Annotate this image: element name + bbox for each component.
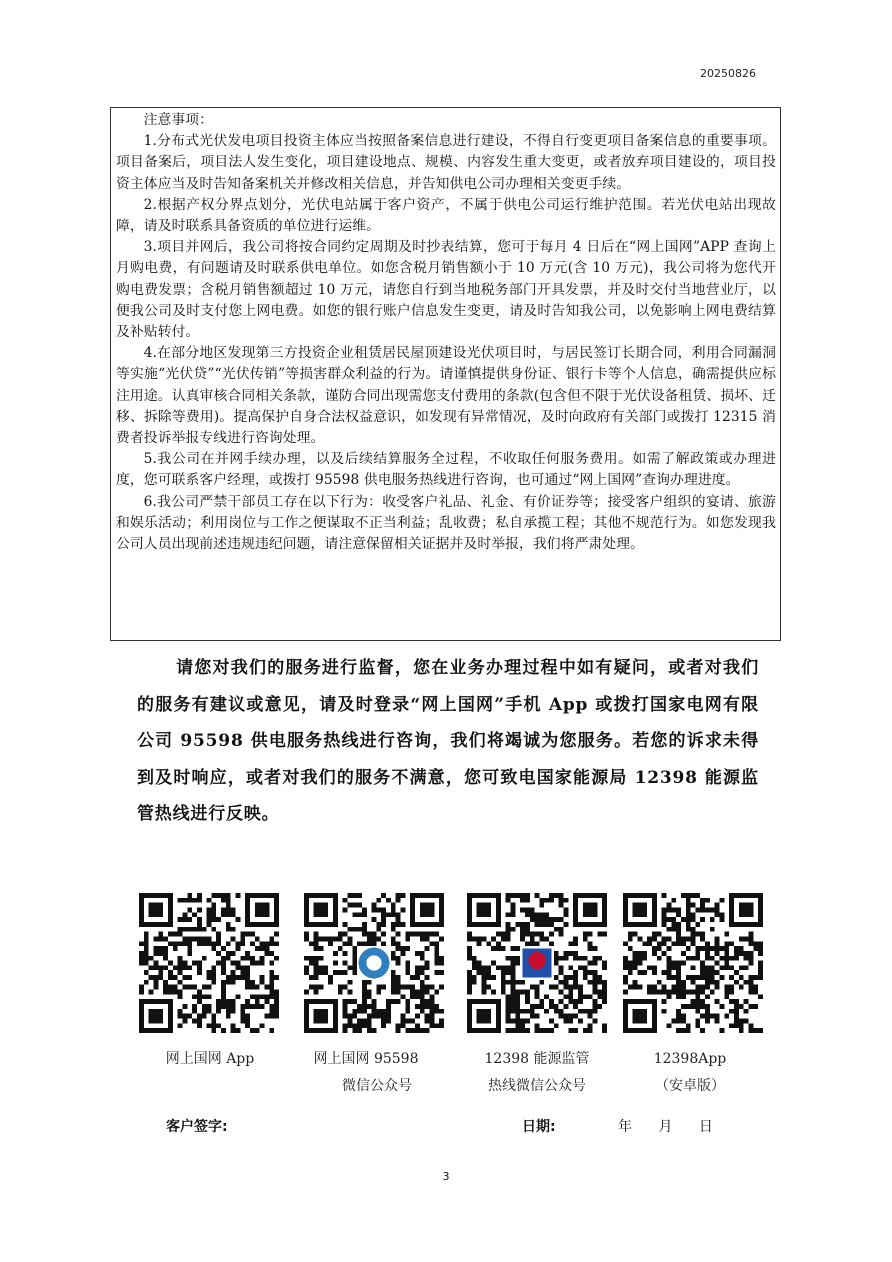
qr-caption-95598 (296, 1046, 436, 1100)
qr-caption-line1: 网上国网 95598 (313, 1051, 419, 1067)
qr-caption-line1: 12398App (653, 1051, 727, 1067)
supervision-text: 请您对我们的服务进行监督，您在业务办理过程中如有疑问，或者对我们的服务有建议或意见，请及时登录“网上国网”手机 App 或拨打国家电网有限公司 95598 供电服务热线进行咨询，我们将竭诚为您服务。若您的诉求未得到及时响应，或者对我们的服务不满意，您可致电国家能源局 12398 能源监管热线进行反映。 (137, 658, 759, 824)
qr-code-12398-app[interactable] (623, 893, 763, 1033)
notice-item-3: 3.项目并网后，我公司将按合同约定周期及时抄表结算，您可于每月 4 日后在“网上国网”APP 查询上月购电费，有问题请及时联系供电单位。如您含税月销售额小于 10 万元(含 10 万元)，我公司将为您代开购电费发票；含税月销售额超过 10 万元，请您自行到当地税务部门开具发票，并及时交付当地营业厅，以便我公司及时支付您上网电费。如您的银行账户信息发生变更，请及时告知我公司，以免影响上网电费结算及补贴转付。 (116, 239, 776, 341)
qr-code-icon (304, 893, 444, 1033)
notice-item-5: 5.我公司在并网手续办理，以及后续结算服务全过程，不收取任何服务费用。如需了解政策或办理进度，您可联系客户经理，或拨打 95598 供电服务热线进行咨询，也可通过“网上国网”查询办理进度。 (116, 451, 776, 489)
qr-caption-line2: 热线微信公众号 (488, 1078, 586, 1094)
document-code: 20250826 (700, 67, 756, 80)
qr-caption-line2: （安卓版） (655, 1078, 725, 1094)
qr-caption-12398-app (620, 1046, 760, 1100)
date-fields: 年 月 日 (618, 1119, 713, 1135)
qr-caption-line2: 微信公众号 (342, 1078, 412, 1094)
notice-item-4: 4.在部分地区发现第三方投资企业租赁居民屋顶建设光伏项目时，与居民签订长期合同，利用合同漏洞等实施“光伏贷”“光伏传销”等损害群众利益的行为。请谨慎提供身份证、银行卡等个人信息，确需提供应标注用途。认真审核合同相关条款，谨防合同出现需您支付费用的条款(包含但不限于光伏设备租赁、损坏、迁移、拆除等费用)。提高保护自身合法权益意识，如发现有异常情况，及时向政府有关部门或拨打 12315 消费者投诉举报专线进行咨询处理。 (116, 345, 776, 447)
notice-item-2: 2.根据产权分界点划分，光伏电站属于客户资产，不属于供电公司运行维护范围。若光伏电站出现故障，请及时联系具备资质的单位进行运维。 (116, 196, 776, 235)
customer-signature-label: 客户签字: (166, 1119, 228, 1135)
qr-code-row (0, 893, 892, 1043)
qr-caption-line1: 网上国网 App (165, 1051, 255, 1067)
supervision-paragraph (137, 650, 759, 833)
notice-box (110, 107, 781, 641)
qr-code-icon (623, 893, 763, 1033)
date-label: 日期: (522, 1119, 556, 1135)
qr-code-12398-wechat[interactable] (467, 893, 607, 1033)
qr-code-icon (139, 893, 279, 1033)
qr-caption-app (140, 1046, 280, 1073)
notice-item-1: 1.分布式光伏发电项目投资主体应当按照备案信息进行建设，不得自行变更项目备案信息的重要事项。项目备案后，项目法人发生变化，项目建设地点、规模、内容发生重大变更，或者放弃项目建设的，项目投资主体应当及时告知备案机关并修改相关信息，并告知供电公司办理相关变更手续。 (116, 133, 776, 192)
notice-title: 注意事项： (143, 112, 214, 128)
qr-code-95598-wechat[interactable] (304, 893, 444, 1033)
notice-item-6: 6.我公司严禁干部员工存在以下行为：收受客户礼品、礼金、有价证券等；接受客户组织的宴请、旅游和娱乐活动；利用岗位与工作之便谋取不正当利益；乱收费；私自承揽工程；其他不规范行为。如您发现我公司人员出现前述违规违纪问题，请注意保留相关证据并及时举报，我们将严肃处理。 (116, 493, 776, 553)
qr-code-app[interactable] (139, 893, 279, 1033)
qr-caption-12398-wechat (467, 1046, 607, 1100)
qr-caption-line1: 12398 能源监管 (484, 1051, 590, 1067)
qr-code-icon (467, 893, 607, 1033)
page-number: 3 (442, 1170, 450, 1183)
